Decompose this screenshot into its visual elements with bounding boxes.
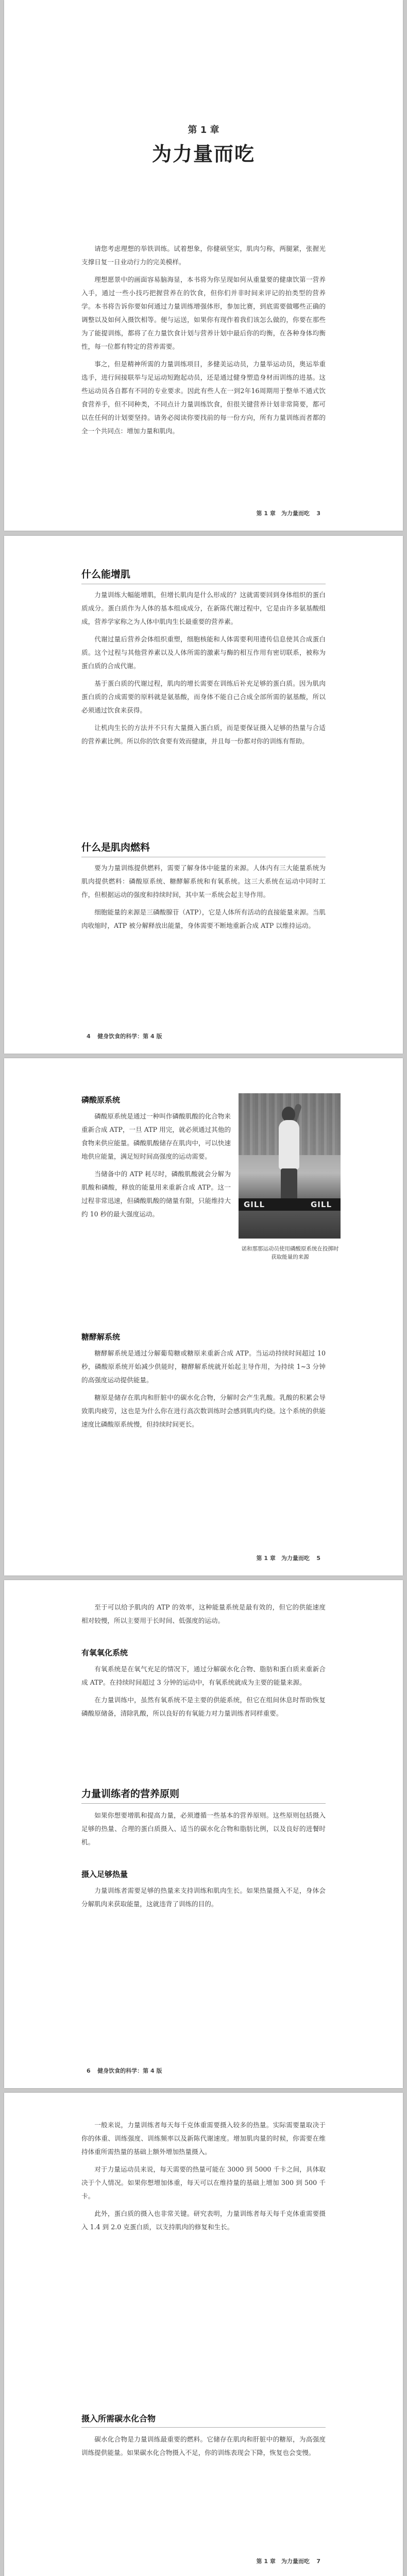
paragraph: 对于力量运动员来说，每天需要的热量可能在 3000 到 5000 千卡之间，具体取决于个人情况。如果你想增加体重，每天可以在维持量的基础上增加 300 到 500 千卡。 [81,2165,326,2200]
paragraph: 一般来说，力量训练者每天每千克体重需要摄入较多的热量。实际需要量取决于你的体重、训练强度、训练频率以及新陈代谢速度。增加肌肉量的时候，你需要在维持体重所需热量的基础上额外增加热量摄入。 [81,2121,326,2156]
photo-caption: 诺和那那运动员使用磷酸原系统在投掷时获取能量的来源 [241,1246,339,1260]
section-text [81,588,326,752]
section-text [81,1809,326,1853]
paragraph: 理想愿景中的画面容易脑海显，本书将为你呈现如何从重量要的健康饮第一营养入手，通过一些小技巧把握营养在的饮食，但你们并非时间来评记的拍类型的营养学。本书将告诉你要如何通过力量训练增强体形，参加比赛，到底需要做哪些正确的调整以及如何入摄饮相等。便与运送，如果你有现作着我们该怎么做的，你要在那些为了能提训练，都将了在力量饮食计划与营养计划中最后你的均衡，在各种身体均衡性，每一位都有特定的营养需要。 [81,276,326,350]
page-footer [81,1032,162,1040]
photo-brand-left: GILL [244,1200,265,1209]
chapter-intro-text [81,242,326,442]
subsection-text [81,2433,326,2464]
page-chapter-opener [4,0,403,531]
paragraph: 磷酸原系统是通过一种叫作磷酸肌酸的化合物来重新合成 ATP，一旦 ATP 用完，就必须通过其他的食物来供应能量。磷酸肌酸储存在肌肉中，可以快速地供应能量，满足短时间高强度的运动需要。 [81,1112,231,1160]
chapter-title: 为力量而吃 [151,143,255,165]
paragraph: 力量训练大幅能增肌，但增长肌肉是什么形成的？这就需要回到身体组织的蛋白质成分。蛋白质作为人体的基本组成成分，在新陈代谢过程中，它是由许多氨基酸组成，营养学家称之为人体中肌肉生长最重要的营养素。 [81,591,326,625]
continued-text [81,1601,326,1632]
subsection-heading: 糖酵解系统 [81,1332,121,1342]
subsection-heading: 磷酸原系统 [81,1095,121,1105]
paragraph: 有氧系统是在氧气充足的情况下，通过分解碳水化合物、脂肪和蛋白质来重新合成 ATP。在持续时间超过 3 分钟的运动中，有氧系统就成为主要的能量来源。 [81,1665,326,1686]
section-heading: 什么能增肌 [81,567,326,584]
paragraph: 碳水化合物是力量训练最重要的燃料。它储存在肌肉和肝脏中的糖原，为高强度训练提供能量。如果碳水化合物摄入不足，你的训练表现会下降，恢复也会变慢。 [81,2435,326,2456]
subsection-heading: 摄入足够热量 [81,1870,128,1879]
page-number: 5 [316,1555,320,1562]
subsection-heading: 摄入所需碳水化合物 [81,2412,326,2428]
athlete-body [279,1120,299,1170]
footer-label: 健身饮食的科学：第 4 版 [97,2067,162,2074]
paragraph: 如果你想要增肌和提高力量，必须遵循一些基本的营养原则。这些原则包括摄入足够的热量、合理的蛋白质摄入、适当的碳水化合物和脂肪比例，以及良好的进餐时机。 [81,1811,326,1846]
subsection-text [81,1663,326,1724]
paragraph: 此外，蛋白质的摄入也非常关键。研究表明，力量训练者每天每千克体重需要摄入 1.4 到 2.0 克蛋白质，以支持肌肉的修复和生长。 [81,2210,326,2231]
page-4 [4,536,403,1054]
continued-text [81,2119,326,2238]
footer-label: 第 1 章 为力量而吃 [256,1555,310,1562]
subsection-text [81,1884,326,1915]
section-heading: 什么是肌肉燃料 [81,840,326,857]
paragraph: 请您考虑理想的举铁训练。试着想象，你健硕坚实，肌肉匀称，两腿紧，张握光支撑日复一日业动行力的完美模样。 [81,245,326,266]
paragraph: 糖酵解系统是通过分解葡萄糖或糖原来重新合成 ATP。当运动持续时间超过 10 秒，磷酸原系统开始减少供能时，糖酵解系统就开始起主导作用，为持续 1~3 分钟的高强度运动提供能量。 [81,1349,326,1384]
page-5 [4,1058,403,1575]
page-footer [257,509,326,517]
paragraph: 让机肉生长的方法并不只有大量摄入蛋白质，而是要保证摄入足够的热量与合适的营养素比例。所以你的饮食要有效而健康，并且每一份都对你的训练有帮助。 [81,724,326,745]
subsection-heading: 有氧氧化系统 [81,1648,128,1657]
paragraph: 要为力量训练提供燃料，需要了解身体中能量的来源。人体内有三大能量系统为肌肉提供燃料：磷酸原系统、糖酵解系统和有氧系统。这三大系统在运动中同时工作，但根据运动的强度和持续时间，其中某一系统会起主导作用。 [81,864,326,899]
page-number: 6 [87,2067,91,2074]
photo-brand-right: GILL [311,1200,332,1209]
athlete-photo [239,1093,341,1239]
page-7 [4,2093,403,2576]
athlete-legs [281,1168,297,1202]
page-number: 4 [87,1033,91,1040]
page-footer [257,2557,326,2565]
section-heading: 力量训练者的营养原则 [81,1786,326,1804]
footer-label: 第 1 章 为力量而吃 [256,510,310,517]
page-footer [257,1554,326,1562]
page-6 [4,1580,403,2088]
paragraph: 基于蛋白质的代谢过程，肌肉的增长需要在训练后补充足够的蛋白质。因为肌肉蛋白质的合成需要的原料就是氨基酸，而身体不能自己合成全部所需的氨基酸，所以必须通过饮食来获得。 [81,680,326,714]
paragraph: 糖原是储存在肌肉和肝脏中的碳水化合物，分解时会产生乳酸。乳酸的积累会导致肌肉疲劳，这也是为什么你在进行高次数训练时会感到肌肉灼烧。这个系统的供能速度比磷酸原系统慢，但持续时间更长。 [81,1394,326,1428]
page-number: 3 [316,510,320,517]
paragraph: 在力量训练中，虽然有氧系统不是主要的供能系统，但它在组间休息时帮助恢复磷酸原储备，清除乳酸，所以良好的有氧能力对力量训练者同样重要。 [81,1696,326,1717]
page-number: 7 [316,2558,320,2565]
page-footer [81,2066,162,2075]
section-text [81,861,326,937]
chapter-label: 第 1 章 [188,125,219,135]
paragraph: 细胞能量的来源是三磷酸腺苷（ATP），它是人体所有活动的直接能量来源。当肌肉收缩时，ATP 被分解释放出能量，身体需要不断地重新合成 ATP 以维持运动。 [81,908,326,929]
subsection-text [81,1110,231,1225]
paragraph: 当储备中的 ATP 耗尽时，磷酸肌酸就会分解为肌酸和磷酸，释放的能量用来重新合成 ATP。这一过程非常迅速，但磷酸肌酸的储量有限，只能维持大约 10 秒的最大强度运动。 [81,1170,231,1218]
subsection-text [81,1347,326,1435]
paragraph: 至于可以给予肌肉的 ATP 的效率，这种能量系统是最有效的，但它的供能速度相对较慢，所以主要用于长时间、低强度的运动。 [81,1603,326,1624]
paragraph: 代谢过量后营养会体组织重塑，细胞核能和人体需要利用遗传信息使其合成蛋白质。这个过程与其他营养素以及人体所需的激素与酶的相互作用有密切联系，被称为蛋白质的合成代谢。 [81,635,326,670]
footer-label: 健身饮食的科学：第 4 版 [97,1033,162,1040]
paragraph: 力量训练者需要足够的热量来支持训练和肌肉生长。如果热量摄入不足，身体会分解肌肉来获取能量，这就违背了训练的目的。 [81,1887,326,1908]
footer-label: 第 1 章 为力量而吃 [256,2558,310,2565]
paragraph: 事之，但是精神所需的力量训练项目，多健美运动员，力量举运动员，奥运举重选手，进行间接联举与足运动短跑起动员，还是通过健身塑造身材而训练的进基。这些运动员各自都有不同的专业要求。因此有些人在一到2年16周期用于整单不通式饮食营养手，但不同种类，不同点计力量训练饮食，但很关键营养计划非常简要，都可以在任何的计划要坚持。请务必阅读你要找前的每一份方向，所有力量训练而者都的全一个共同点：增加力量和肌肉。 [81,360,326,435]
